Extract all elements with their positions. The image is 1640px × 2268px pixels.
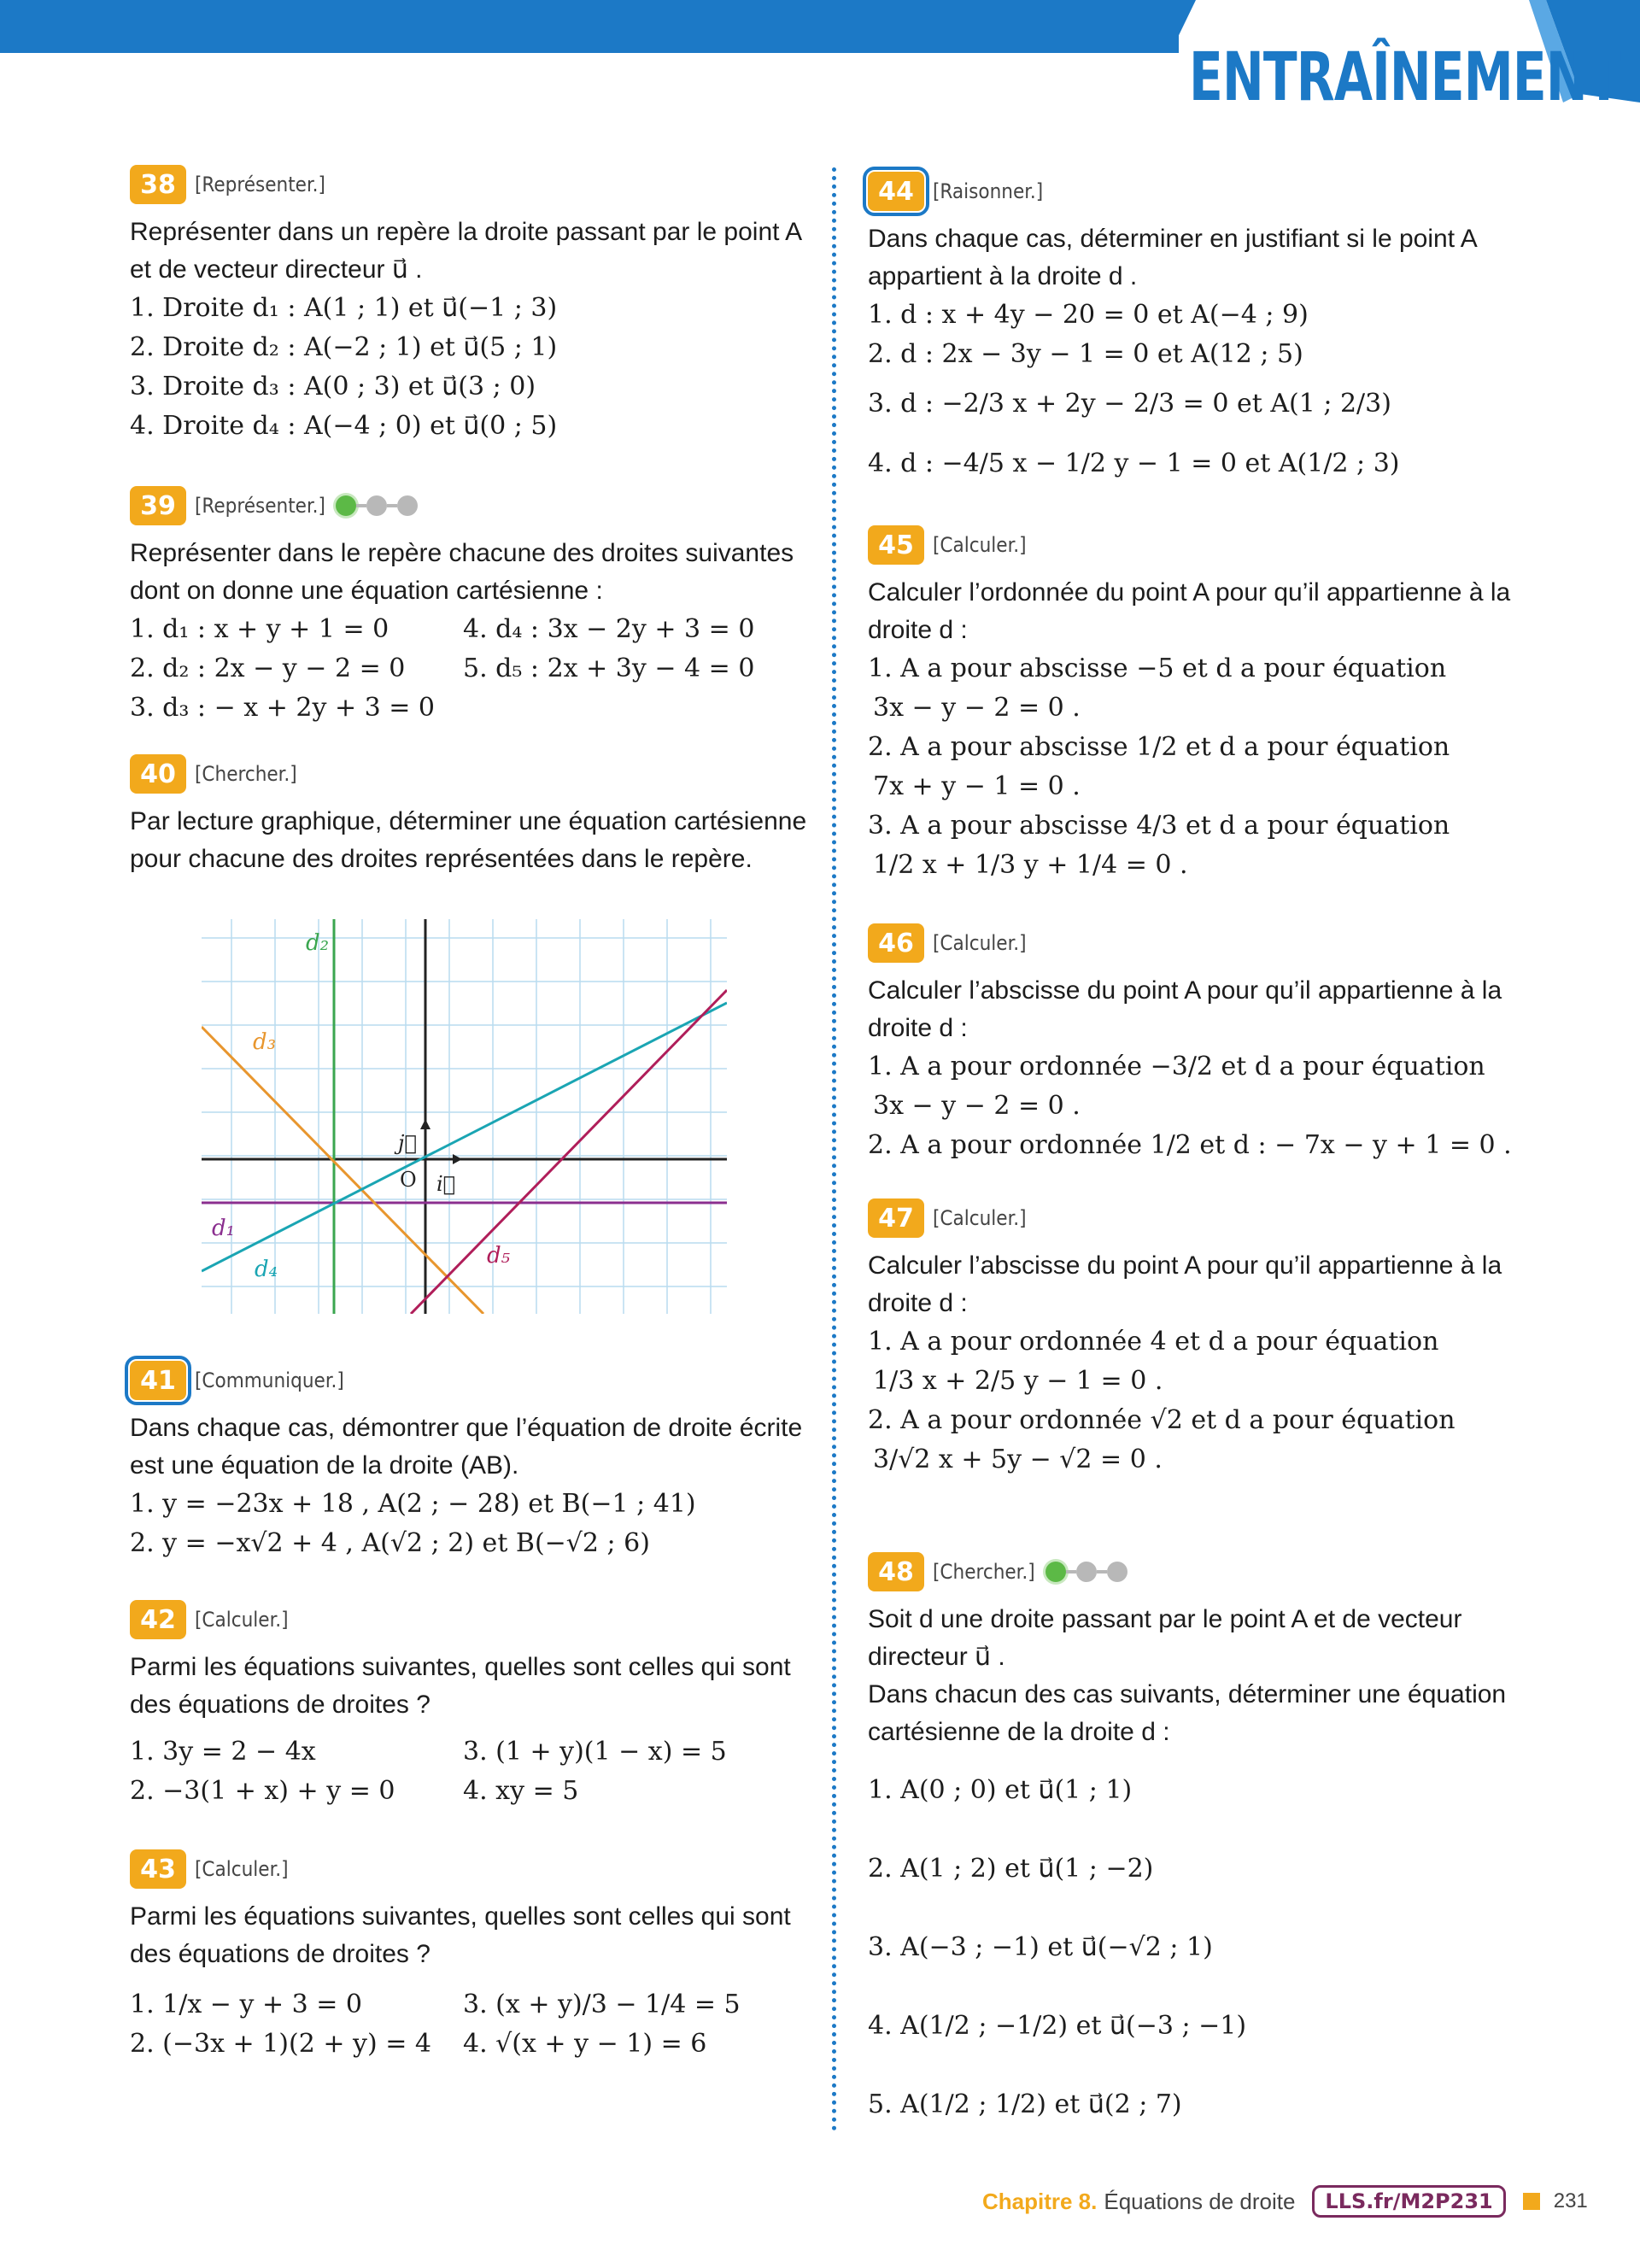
exercise-number: 41 (130, 1361, 186, 1400)
exercise-tag: [Calculer.] (933, 1206, 1027, 1230)
exercise-48 (868, 1551, 1560, 2144)
list-item: 1. A a pour ordonnée 4 et d a pour équation (868, 1327, 1439, 1357)
list-item: 4. d₄ : 3x − 2y + 3 = 0 (463, 614, 755, 644)
list-item: 4. d : −4/5 x − 1/2 y − 1 = 0 et A(1/2 ; 3) (868, 448, 1400, 478)
list-item: 1. Droite d₁ : A(1 ; 1) et u⃗(−1 ; 3) (130, 293, 558, 323)
list-item: 3. (x + y)/3 − 1/4 = 5 (463, 1990, 741, 2019)
list-item: 1. d₁ : x + y + 1 = 0 (130, 614, 390, 644)
line-d4 (202, 1003, 727, 1271)
exercise-number: 47 (868, 1198, 924, 1238)
line-d5 (411, 990, 727, 1314)
exercise-statement: Parmi les équations suivantes, quelles sont celles qui sont des équations de droites ? (130, 1902, 791, 1968)
list-item: 5. d₅ : 2x + 3y − 4 = 0 (463, 653, 755, 683)
exercise-number: 44 (868, 172, 924, 211)
list-item-continued: 1/2 x + 1/3 y + 1/4 = 0 . (873, 850, 1188, 880)
chapter-title: Équations de droite (1104, 2188, 1296, 2214)
exercise-statement: Soit d une droite passant par le point A et de vecteur directeur u⃗ . (868, 1605, 1462, 1671)
difficulty-dot (1076, 1562, 1097, 1582)
exercise-statement: Parmi les équations suivantes, quelles sont celles qui sont des équations de droites ? (130, 1653, 791, 1719)
list-item: 3. A a pour abscisse 4/3 et d a pour équation (868, 811, 1450, 841)
list-item: 3. d : −2/3 x + 2y − 2/3 = 0 et A(1 ; 2/3) (868, 389, 1391, 419)
resource-link[interactable]: LLS.fr/M2P231 (1312, 2185, 1505, 2218)
exercise-47 (868, 1198, 1560, 1480)
list-item: 2. y = −x√2 + 4 , A(√2 ; 2) et B(−√2 ; 6) (130, 1528, 650, 1558)
label-d5: d₅ (487, 1243, 511, 1269)
list-item: 1. A(0 ; 0) et u⃗(1 ; 1) (868, 1775, 1133, 1805)
list-item: 4. Droite d₄ : A(−4 ; 0) et u⃗(0 ; 5) (130, 411, 558, 441)
exercise-tag: [Calculer.] (933, 533, 1027, 557)
list-item-continued: 3/√2 x + 5y − √2 = 0 . (873, 1445, 1163, 1474)
exercise-tag: [Représenter.] (195, 173, 325, 196)
column-divider (832, 167, 836, 2132)
page-marker-square (1523, 2193, 1540, 2210)
page-footer (982, 2185, 1588, 2218)
list-item: 2. Droite d₂ : A(−2 ; 1) et u⃗(5 ; 1) (130, 332, 558, 362)
list-item: 2. A(1 ; 2) et u⃗(1 ; −2) (868, 1854, 1154, 1884)
exercise-43 (130, 1849, 822, 2064)
list-item: 1. y = −23x + 18 , A(2 ; − 28) et B(−1 ; 41) (130, 1489, 696, 1519)
exercise-tag: [Communiquer.] (195, 1368, 344, 1392)
exercise-number: 43 (130, 1849, 186, 1889)
list-item: 2. A a pour ordonnée √2 et d a pour équation (868, 1405, 1456, 1435)
label-j: j⃗ (398, 1131, 417, 1155)
label-d1: d₁ (212, 1216, 236, 1241)
label-i: i⃗ (436, 1172, 456, 1196)
difficulty-indicator (1046, 1562, 1128, 1582)
difficulty-connector (387, 504, 397, 507)
list-item: 3. d₃ : − x + 2y + 3 = 0 (130, 693, 435, 723)
section-title: ENTRAÎNEMENT (1189, 39, 1620, 116)
exercise-45 (868, 525, 1560, 885)
exercise-40 (130, 753, 822, 878)
list-item: 3. A(−3 ; −1) et u⃗(−√2 ; 1) (868, 1932, 1213, 1962)
difficulty-dot (366, 495, 387, 516)
exercise-statement: Dans chaque cas, déterminer en justifiant si le point A appartient à la droite d . (868, 225, 1477, 290)
label-origin: O (400, 1168, 417, 1192)
exercise-tag: [Raisonner.] (933, 179, 1044, 203)
difficulty-connector (356, 504, 366, 507)
exercise-tag: [Représenter.] (195, 494, 325, 518)
exercise-number: 46 (868, 923, 924, 963)
exercise-39 (130, 485, 822, 728)
list-item: 4. √(x + y − 1) = 6 (463, 2029, 707, 2059)
exercise-tag: [Calculer.] (933, 931, 1027, 955)
exercise-tag: [Chercher.] (195, 762, 297, 786)
list-item: 3. Droite d₃ : A(0 ; 3) et u⃗(3 ; 0) (130, 372, 536, 401)
list-item: 2. d : 2x − 3y − 1 = 0 et A(12 ; 5) (868, 339, 1303, 369)
difficulty-dot-filled (336, 495, 356, 516)
list-item: 2. −3(1 + x) + y = 0 (130, 1776, 395, 1806)
list-item: 1. A a pour ordonnée −3/2 et d a pour équation (868, 1052, 1485, 1081)
exercise-38 (130, 164, 822, 446)
list-item-continued: 3x − y − 2 = 0 . (873, 1091, 1081, 1121)
exercise-41 (130, 1360, 822, 1563)
exercise-statement: Calculer l’abscisse du point A pour qu’il appartienne à la droite d : (868, 976, 1502, 1042)
header-bar (0, 0, 1179, 53)
list-item: 3. (1 + y)(1 − x) = 5 (463, 1737, 727, 1767)
list-item-continued: 1/3 x + 2/5 y − 1 = 0 . (873, 1366, 1163, 1396)
exercise-statement: Par lecture graphique, déterminer une équation cartésienne pour chacune des droites représentées dans le repère. (130, 807, 807, 873)
exercise-number: 39 (130, 486, 186, 525)
exercise-statement: Calculer l’abscisse du point A pour qu’il appartienne à la droite d : (868, 1251, 1502, 1317)
difficulty-dot-filled (1046, 1562, 1066, 1582)
difficulty-dot (1107, 1562, 1128, 1582)
exercise-44 (868, 171, 1560, 494)
exercise-tag: [Calculer.] (195, 1608, 289, 1632)
list-item: 2. (−3x + 1)(2 + y) = 4 (130, 2029, 431, 2059)
exercise-tag: [Calculer.] (195, 1857, 289, 1881)
difficulty-connector (1097, 1570, 1107, 1574)
difficulty-dot (397, 495, 418, 516)
exercise-number: 40 (130, 754, 186, 794)
list-item: 2. A a pour abscisse 1/2 et d a pour équation (868, 732, 1450, 762)
list-item: 2. d₂ : 2x − y − 2 = 0 (130, 653, 406, 683)
list-item: 1. A a pour abscisse −5 et d a pour équation (868, 653, 1447, 683)
exercise-statement: Représenter dans le repère chacune des droites suivantes dont on donne une équation cartésienne : (130, 539, 794, 605)
exercise-statement-2: Dans chacun des cas suivants, déterminer une équation cartésienne de la droite d : (868, 1680, 1507, 1746)
exercise-number: 45 (868, 525, 924, 565)
list-item: 1. d : x + 4y − 20 = 0 et A(−4 ; 9) (868, 300, 1309, 330)
line-d3 (202, 1027, 483, 1314)
list-item: 1. 1/x − y + 3 = 0 (130, 1990, 363, 2019)
line-graph (202, 919, 727, 1314)
exercise-42 (130, 1599, 822, 1811)
exercise-46 (868, 923, 1560, 1165)
label-d4: d₄ (255, 1257, 278, 1282)
list-item-continued: 7x + y − 1 = 0 . (873, 771, 1081, 801)
exercise-number: 48 (868, 1552, 924, 1591)
exercise-number: 42 (130, 1600, 186, 1639)
exercise-number: 38 (130, 165, 186, 204)
page-number: 231 (1553, 2189, 1588, 2212)
list-item: 4. A(1/2 ; −1/2) et u⃗(−3 ; −1) (868, 2011, 1247, 2041)
list-item: 1. 3y = 2 − 4x (130, 1737, 316, 1767)
exercise-statement: Représenter dans un repère la droite passant par le point A et de vecteur directeur u⃗ . (130, 218, 801, 284)
exercise-tag: [Chercher.] (933, 1560, 1035, 1584)
list-item: 4. xy = 5 (463, 1776, 579, 1806)
label-d2: d₂ (306, 930, 330, 956)
list-item: 5. A(1/2 ; 1/2) et u⃗(2 ; 7) (868, 2089, 1182, 2119)
exercise-statement: Dans chaque cas, démontrer que l’équation de droite écrite est une équation de la droite (AB). (130, 1414, 803, 1480)
label-d3: d₃ (253, 1029, 277, 1055)
chapter-label: Chapitre 8. (982, 2188, 1098, 2214)
exercise-statement: Calculer l’ordonnée du point A pour qu’il appartienne à la droite d : (868, 578, 1511, 644)
list-item: 2. A a pour ordonnée 1/2 et d : − 7x − y + 1 = 0 . (868, 1130, 1512, 1160)
list-item-continued: 3x − y − 2 = 0 . (873, 693, 1081, 723)
difficulty-indicator (336, 495, 418, 516)
difficulty-connector (1066, 1570, 1076, 1574)
